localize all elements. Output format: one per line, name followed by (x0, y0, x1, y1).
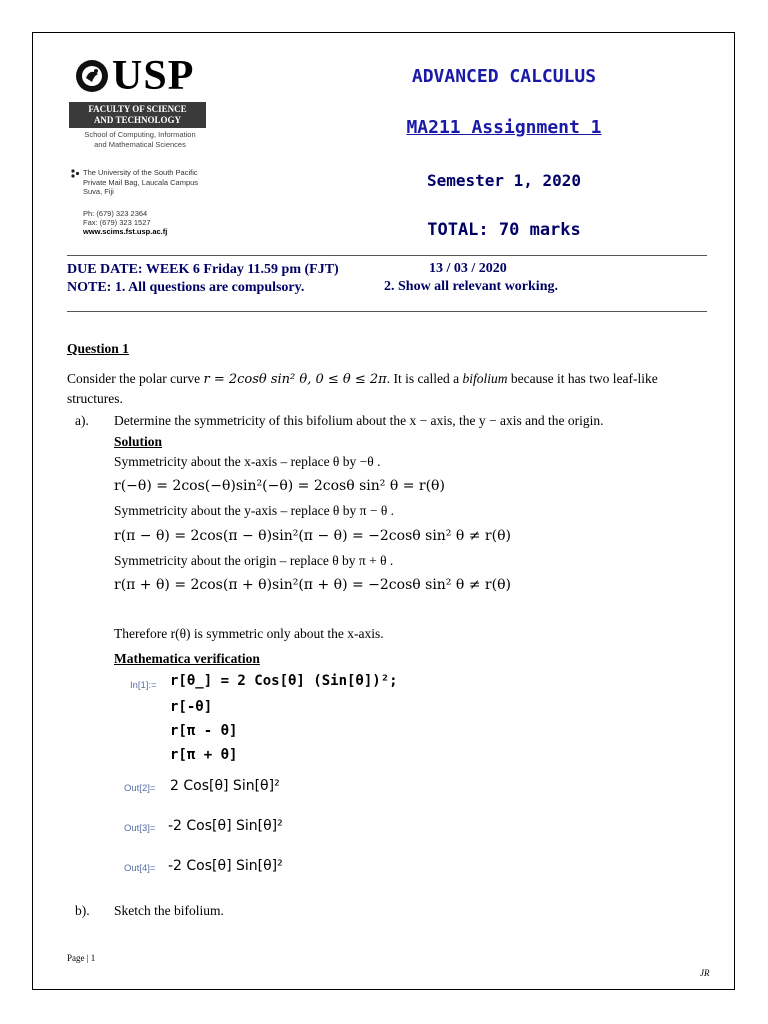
location-bullet-icon (70, 169, 80, 179)
note-2: 2. Show all relevant working. (384, 279, 558, 294)
fax: Fax: (679) 323 1527 (83, 218, 151, 227)
school-line1: School of Computing, Information (84, 130, 196, 139)
sym-x-text: Symmetricity about the x-axis – replace θ by −θ . (114, 454, 381, 469)
equation-origin: r(π + θ) = 2cos(π + θ)sin²(π + θ) = −2cosθ sin² θ ≠ r(θ) (114, 577, 511, 593)
output-4: -2 Cos[θ] Sin[θ]² (168, 858, 283, 874)
output-3: -2 Cos[θ] Sin[θ]² (168, 818, 283, 834)
verify-label: Mathematica verification (114, 651, 260, 666)
out4-label: Out[4]= (124, 863, 156, 874)
address-line1: The University of the South Pacific (83, 168, 198, 177)
note-1: NOTE: 1. All questions are compulsory. (67, 280, 305, 295)
input-line-1: r[θ_] = 2 Cos[θ] (Sin[θ])²; (170, 673, 398, 689)
total-marks: TOTAL: 70 marks (427, 220, 581, 240)
input-line-4: r[π + θ] (170, 747, 238, 763)
usp-emblem-icon (74, 58, 110, 94)
part-b-label: b). (75, 903, 90, 918)
intro-equation: r = 2cosθ sin² θ, 0 ≤ θ ≤ 2π (203, 372, 387, 387)
out2-label: Out[2]= (124, 783, 156, 794)
usp-logo (74, 53, 195, 99)
part-b-text: Sketch the bifolium. (114, 903, 224, 918)
phone: Ph: (679) 323 2364 (83, 209, 148, 218)
intro-italic: bifolium (462, 371, 508, 386)
part-a-text: Determine the symmetricity of this bifolium about the x − axis, the y − axis and the origin. (114, 413, 604, 428)
website-link[interactable]: www.scims.fst.usp.ac.fj (83, 227, 168, 236)
divider-bottom (67, 311, 707, 312)
address-block (83, 168, 198, 197)
intro-d: structures. (67, 391, 123, 406)
page-number: Page | 1 (67, 953, 96, 963)
input-line-3: r[π - θ] (170, 723, 238, 739)
in-label: In[1]:= (130, 680, 157, 691)
faculty-line2: AND TECHNOLOGY (93, 115, 182, 125)
school-name (70, 130, 210, 150)
question-title: Question 1 (67, 341, 129, 356)
part-a-label: a). (75, 413, 89, 428)
out3-label: Out[3]= (124, 823, 156, 834)
sym-y-text: Symmetricity about the y-axis – replace θ by π − θ . (114, 503, 395, 518)
output-2: 2 Cos[θ] Sin[θ]² (170, 778, 280, 794)
author-initials: JR (700, 968, 710, 978)
intro-c: because it has two leaf-like (510, 371, 658, 386)
conclusion: Therefore r(θ) is symmetric only about the x-axis. (114, 626, 384, 641)
equation-y: r(π − θ) = 2cos(π − θ)sin²(π − θ) = −2cosθ sin² θ ≠ r(θ) (114, 528, 511, 544)
intro-a: Consider the polar curve (67, 371, 201, 386)
school-line2: and Mathematical Sciences (94, 140, 186, 149)
input-line-2: r[-θ] (170, 699, 213, 715)
due-block (67, 261, 339, 297)
faculty-banner (69, 102, 206, 128)
address-line3: Suva, Fiji (83, 187, 114, 196)
course-title: ADVANCED CALCULUS (411, 66, 597, 87)
due-date: 13 / 03 / 2020 (429, 261, 507, 276)
equation-x: r(−θ) = 2cos(−θ)sin²(−θ) = 2cosθ sin² θ = r(θ) (114, 478, 445, 494)
divider-top (67, 255, 707, 256)
due-label: DUE DATE: WEEK 6 Friday 11.59 pm (FJT) (67, 262, 339, 277)
intro-b: . It is called a (386, 371, 460, 386)
contact-block (83, 209, 167, 236)
address-line2: Private Mail Bag, Laucala Campus (83, 177, 199, 187)
solution-label: Solution (114, 434, 163, 449)
sym-origin-text: Symmetricity about the origin – replace θ by π + θ . (114, 553, 394, 568)
question-intro (67, 370, 707, 389)
logo-text: USP (112, 53, 195, 99)
semester: Semester 1, 2020 (426, 171, 582, 190)
assignment-title: MA211 Assignment 1 (406, 117, 602, 138)
faculty-line1: FACULTY OF SCIENCE (88, 104, 187, 114)
